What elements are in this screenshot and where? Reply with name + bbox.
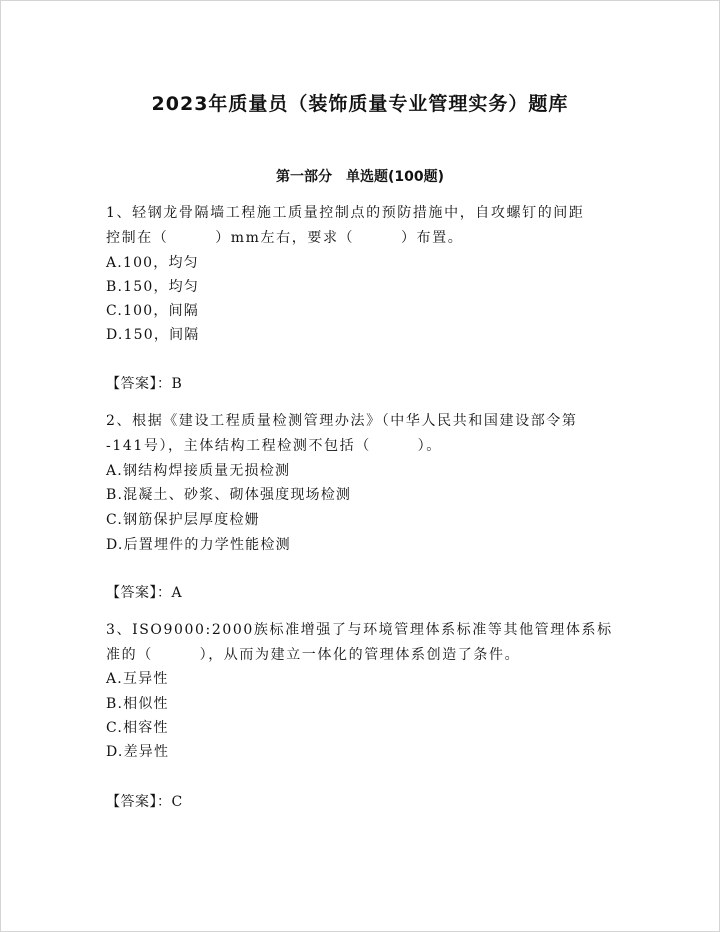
question-2-option-a: A.钢结构焊接质量无损检测 [106, 463, 291, 479]
question-1-option-c: C.100，间隔 [106, 303, 199, 319]
section-heading: 第一部分 单选题(100题) [275, 169, 445, 185]
question-3-text-line-1: 3、ISO9000:2000族标准增强了与环境管理体系标准等其他管理体系标 [106, 622, 613, 638]
question-3-option-d: D.差异性 [106, 744, 170, 760]
question-2-text-line-2: -141号），主体结构工程检测不包括（ ）。 [106, 438, 442, 454]
question-3-option-a: A.互异性 [106, 671, 169, 687]
question-1-option-a: A.100，均匀 [106, 255, 199, 271]
document-title: 2023年质量员（装饰质量专业管理实务）题库 [151, 93, 569, 115]
question-3-option-c: C.相容性 [106, 720, 169, 736]
question-3-answer: 【答案】：C [106, 794, 183, 810]
question-2-option-b: B.混凝土、砂浆、砌体强度现场检测 [106, 487, 352, 503]
question-2-text-line-1: 2、根据《建设工程质量检测管理办法》（中华人民共和国建设部令第 [106, 413, 578, 429]
question-1-text-line-2: 控制在（ ）mm左右，要求（ ）布置。 [106, 230, 464, 246]
question-1-option-d: D.150，间隔 [106, 327, 200, 343]
question-2-answer: 【答案】：A [106, 585, 183, 601]
question-3-text-line-2: 准的（ ），从而为建立一体化的管理体系创造了条件。 [106, 647, 521, 663]
question-3-option-b: B.相似性 [106, 696, 169, 712]
question-1-text-line-1: 1、轻钢龙骨隔墙工程施工质量控制点的预防措施中，自攻螺钉的间距 [106, 205, 585, 221]
question-2-option-c: C.钢筋保护层厚度检姗 [106, 512, 260, 528]
question-1-answer: 【答案】：B [106, 376, 183, 392]
question-2-option-d: D.后置埋件的力学性能检测 [106, 537, 291, 553]
question-1-option-b: B.150，均匀 [106, 279, 200, 295]
